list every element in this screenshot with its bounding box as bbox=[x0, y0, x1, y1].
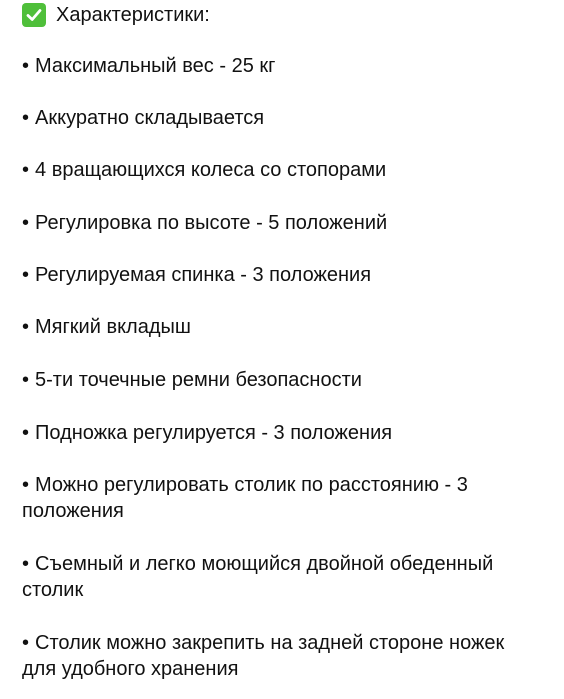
bullet: • bbox=[22, 159, 30, 181]
list-item-text: Столик можно закрепить на задней стороне ножек для удобного хранения bbox=[22, 632, 505, 680]
list-item bbox=[22, 262, 371, 288]
list-item-text: 5-ти точечные ремни безопасности bbox=[35, 369, 362, 391]
list-item bbox=[22, 157, 386, 183]
list-item-text: Регулируемая спинка - 3 положения bbox=[35, 264, 372, 286]
list-item bbox=[22, 472, 542, 524]
list-item-text: Можно регулировать столик по расстоянию - 3 положения bbox=[22, 474, 468, 522]
bullet: • bbox=[22, 264, 30, 286]
bullet: • bbox=[22, 474, 30, 496]
bullet: • bbox=[22, 553, 30, 575]
list-item bbox=[22, 551, 542, 603]
bullet: • bbox=[22, 55, 30, 77]
list-item bbox=[22, 367, 362, 393]
list-item bbox=[22, 105, 264, 131]
list-item bbox=[22, 314, 191, 340]
check-mark-icon bbox=[22, 3, 46, 27]
bullet: • bbox=[22, 107, 30, 129]
list-item-text: 4 вращающихся колеса со стопорами bbox=[35, 159, 387, 181]
list-item-text: Регулировка по высоте - 5 положений bbox=[35, 212, 388, 234]
list-item bbox=[22, 420, 392, 446]
bullet: • bbox=[22, 316, 30, 338]
list-item bbox=[22, 630, 542, 682]
list-item-text: Мягкий вкладыш bbox=[35, 316, 191, 338]
features-title: Характеристики: bbox=[56, 4, 210, 26]
bullet: • bbox=[22, 212, 30, 234]
message-body bbox=[22, 0, 552, 680]
bullet: • bbox=[22, 369, 30, 391]
list-item-text: Съемный и легко моющийся двойной обеденный столик bbox=[22, 553, 494, 601]
list-item bbox=[22, 210, 387, 236]
bullet: • bbox=[22, 632, 30, 654]
bullet: • bbox=[22, 422, 30, 444]
list-item-text: Подножка регулируется - 3 положения bbox=[35, 422, 393, 444]
features-heading bbox=[22, 0, 552, 30]
list-item bbox=[22, 53, 275, 79]
list-item-text: Максимальный вес - 25 кг bbox=[35, 55, 276, 77]
list-item-text: Аккуратно складывается bbox=[35, 107, 265, 129]
